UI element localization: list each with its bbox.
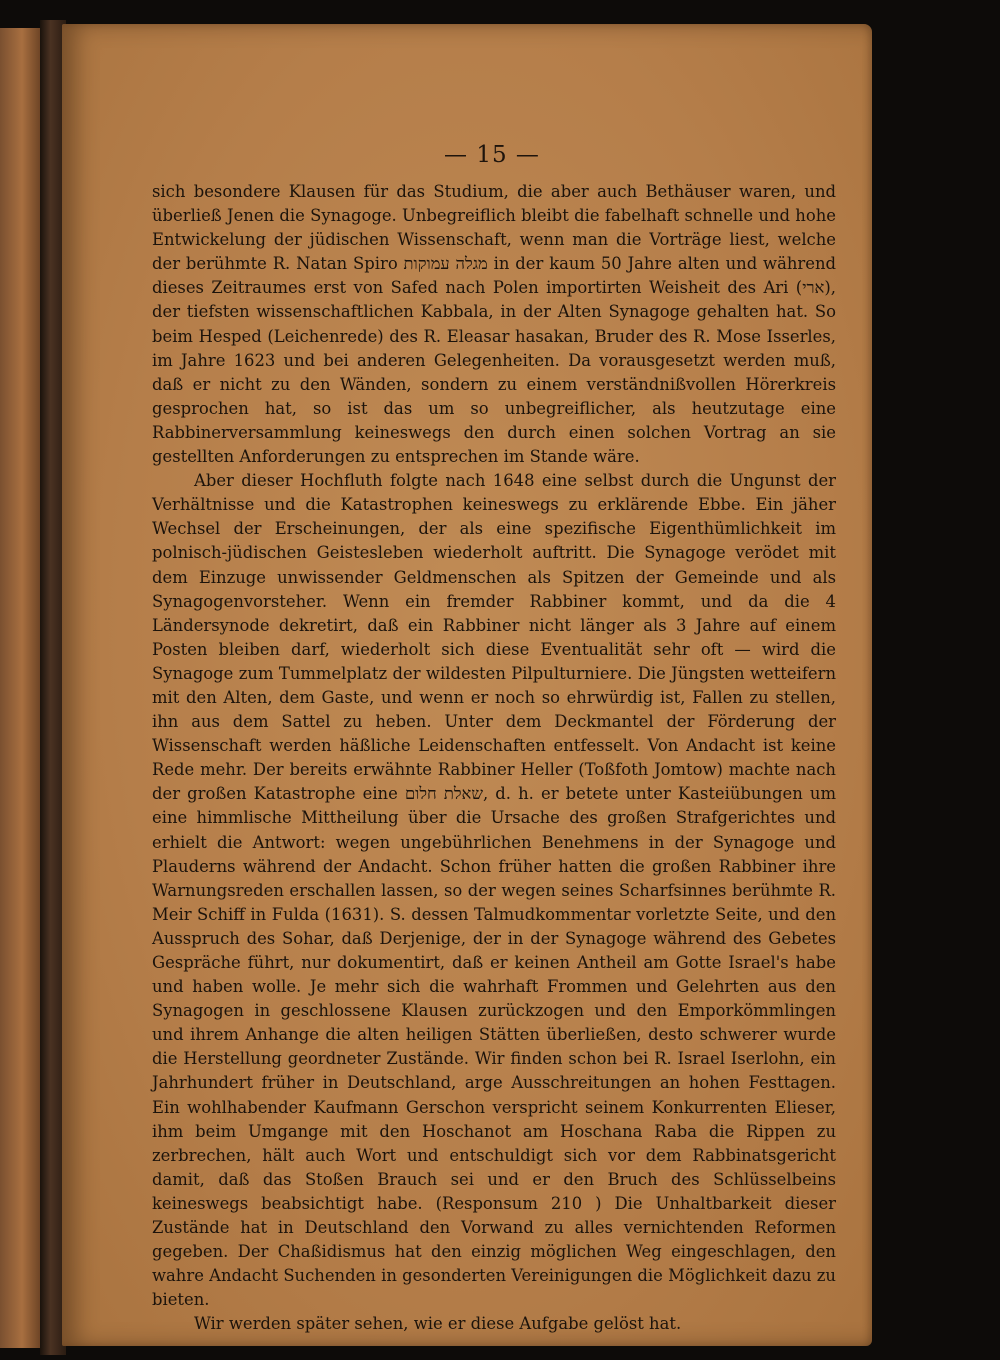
paragraph-3: Wir werden später sehen, wie er diese Aufgabe gelöst hat. [194, 1314, 682, 1334]
page-number: — 15 — [444, 142, 540, 168]
book-page [62, 24, 872, 1346]
paragraph-1: sich besondere Klausen für das Studium, die aber auch Bethäuser waren, und überließ Jenen die Synagoge. Unbegreiflich bleibt die fabelhaft schnelle und hohe Entwickelung der jüdischen Wissenschaft, wenn man die Vorträge liest, welche der berühmte R. Natan Spiro מגלה עמוקות in der kaum 50 Jahre alten und während dieses Zeitraumes erst von Safed nach Polen importirten Weisheit des Ari (ארי), der tiefsten wissenschaftlichen Kabbala, in der Alten Synagoge gehalten hat. So beim Hesped (Leichenrede) des R. Eleasar hasakan, Bruder des R. Mose Isserles, im Jahre 1623 und bei anderen Gelegenheiten. Da vorausgesetzt werden muß, daß er nicht zu den Wänden, sondern zu einem verständnißvollen Hörerkreis gesprochen hat, so ist das um so unbegreiflicher, als heutzutage eine Rabbinerversammlung keineswegs den durch einen solchen Vortrag an sie gestellten Anforderungen zu entsprechen im Stande wäre. [152, 182, 836, 467]
paragraph-2: Aber dieser Hochfluth folgte nach 1648 eine selbst durch die Ungunst der Verhältnisse und die Katastrophen keineswegs zu erklärende Ebbe. Ein jäher Wechsel der Erscheinungen, der als eine spezifische Eigenthümlichkeit im polnisch-jüdischen Geistesleben wiederholt auftritt. Die Synagoge verödet mit dem Einzuge unwissender Geldmenschen als Spitzen der Gemeinde und als Synagogenvorsteher. Wenn ein fremder Rabbiner kommt, und da die 4 Ländersynode dekretirt, daß ein Rabbiner nicht länger als 3 Jahre auf einem Posten bleiben darf, wiederholt sich diese Eventualität sehr oft — wird die Synagoge zum Tummelplatz der wildesten Pilpulturniere. Die Jüngsten wetteifern mit den Alten, dem Gaste, und wenn er noch so ehrwürdig ist, Fallen zu stellen, ihn aus dem Sattel zu heben. Unter dem Deckmantel der Förderung der Wissenschaft werden häßliche Leidenschaften entfesselt. Von Andacht ist keine Rede mehr. Der bereits erwähnte Rabbiner Heller (Toßfoth Jomtow) machte nach der großen Katastrophe eine שאלת חלום, d. h. er betete unter Kasteiübungen um eine himmlische Mittheilung über die Ursache des großen Strafgerichtes und erhielt die Antwort: wegen ungebührlichen Benehmens in der Synagoge und Plauderns während der Andacht. Schon früher hatten die großen Rabbiner ihre Warnungsreden erschallen lassen, so der wegen seines Scharfsinnes berühmte R. Meir Schiff in Fulda (1631). S. dessen Talmudkommentar vorletzte Seite, und den Ausspruch des Sohar, daß Derjenige, der in der Synagoge während des Gebetes Gespräche führt, nur dokumentirt, daß er keinen Antheil am Gotte Israel's habe und haben wolle. Je mehr sich die wahrhaft Frommen und Gelehrten aus den Synagogen in geschlossene Klausen zurückzogen und den Emporkömmlingen und ihrem Anhange die alten heiligen Stätten überließen, desto schwerer wurde die Herstellung geordneter Zustände. Wir finden schon bei R. Israel Iserlohn, ein Jahrhundert früher in Deutschland, arge Ausschreitungen an hohen Festtagen. Ein wohlhabender Kaufmann Gerschon verspricht seinem Konkurrenten Elieser, ihm beim Umgange mit den Hoschanot am Hoschana Raba die Rippen zu zerbrechen, hält auch Wort und entschuldigt sich vor dem Rabbinatsgericht damit, daß das Stoßen Brauch sei und er den Bruch des Schlüsselbeins keineswegs beabsichtigt habe. (Responsum 210 ) Die Unhaltbarkeit dieser Zustände hat in Deutschland den Vorwand zu alles vernichtenden Reformen gegeben. Der Chaßidismus hat den einzig möglichen Weg eingeschlagen, den wahre Andacht Suchenden in gesonderten Vereinigungen die Möglichkeit dazu zu bieten. [152, 471, 836, 1310]
body-text [152, 180, 836, 1337]
left-page-edge [0, 28, 42, 1348]
